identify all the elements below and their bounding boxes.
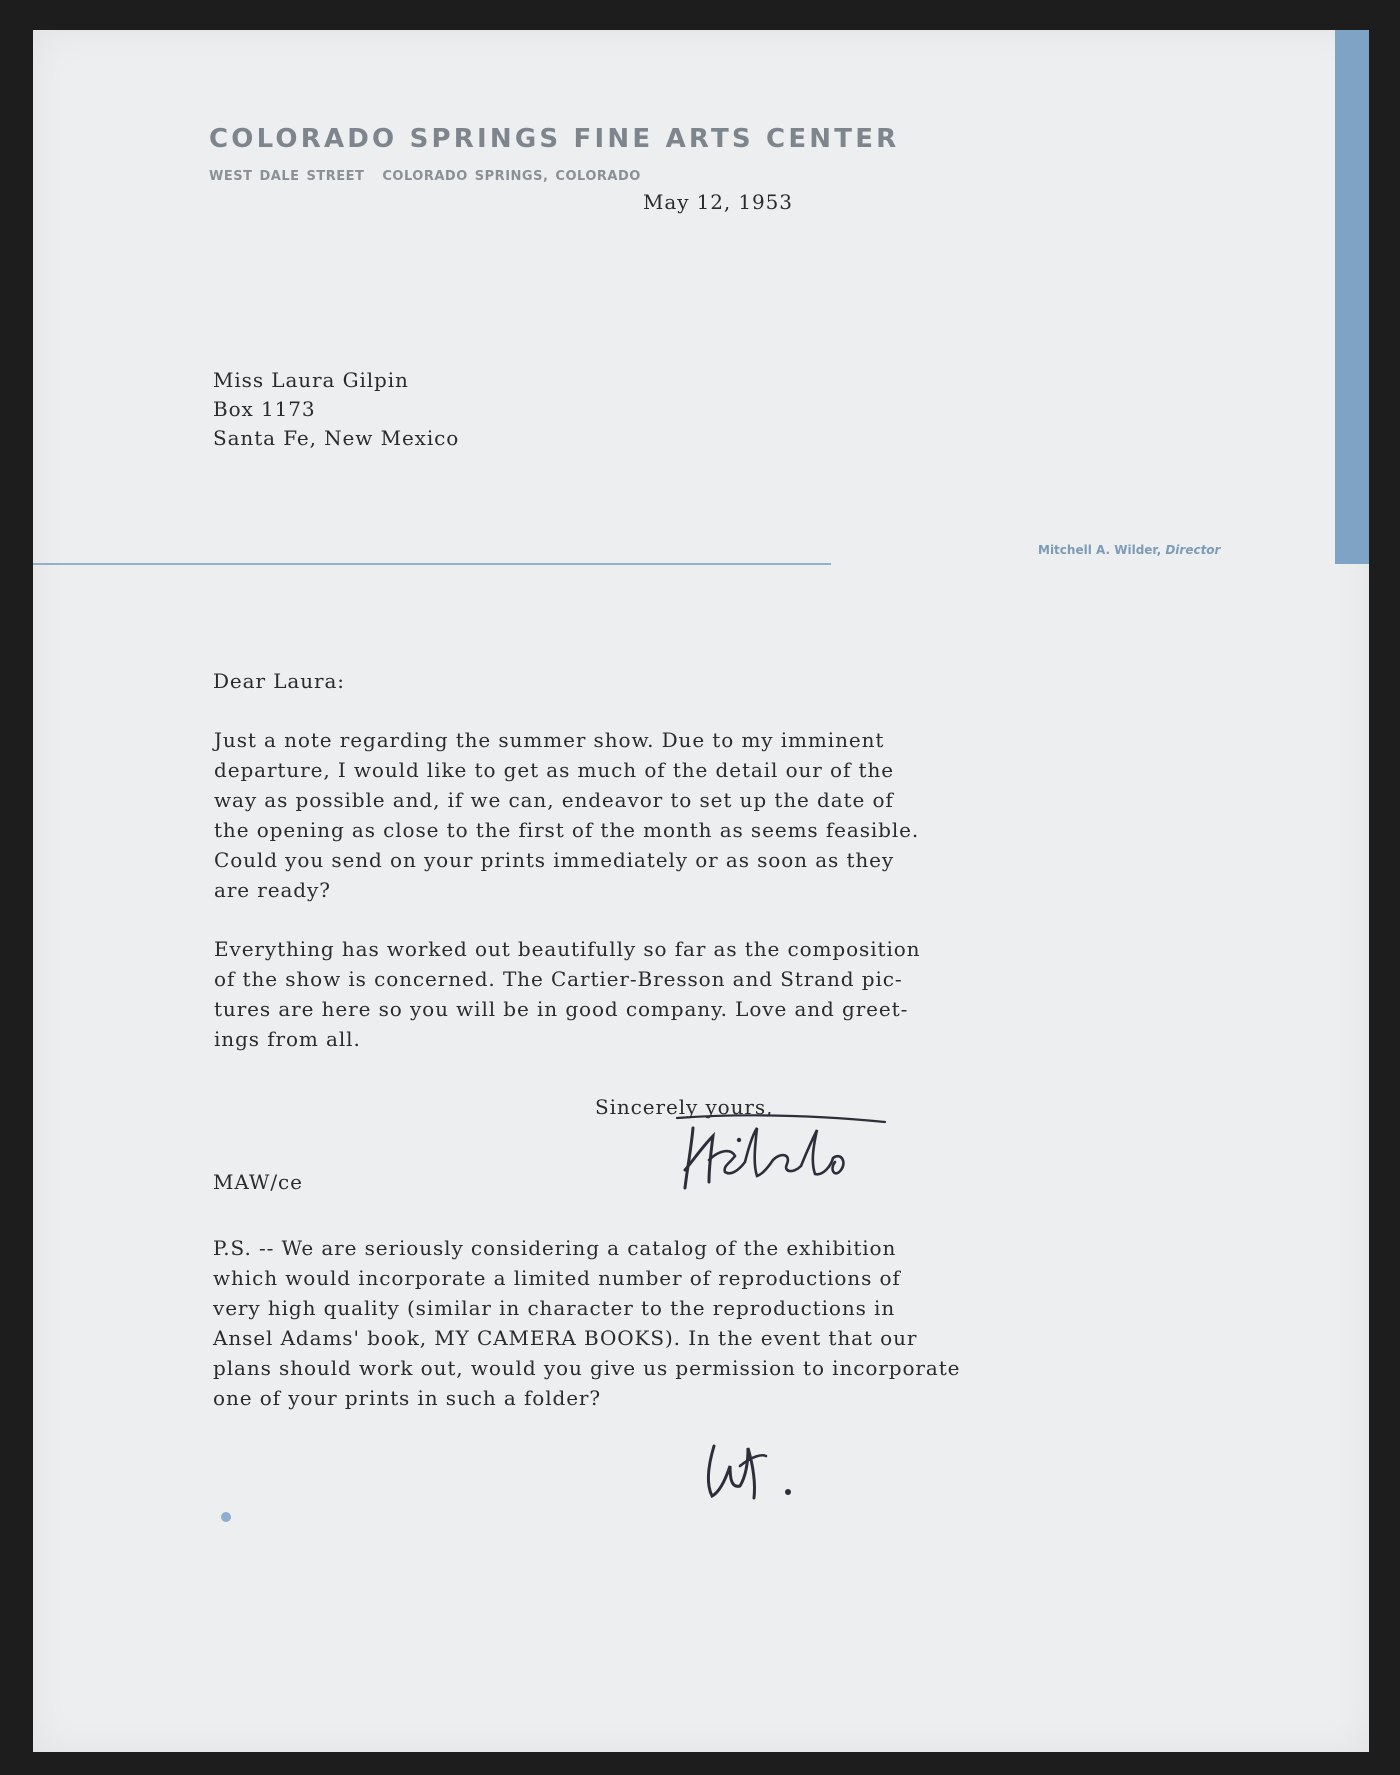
paragraph-line: Everything has worked out beautifully so far as the composition: [214, 937, 921, 961]
typist-initials: MAW/ce: [213, 1170, 303, 1194]
letterhead-organization: COLORADO SPRINGS FINE ARTS CENTER: [209, 124, 900, 154]
postscript: [213, 1233, 960, 1413]
paragraph-line: Just a note regarding the summer show. Due to my imminent: [214, 728, 885, 752]
postscript-line: one of your prints in such a folder?: [213, 1386, 602, 1410]
handwritten-signature: [673, 1100, 893, 1200]
paragraph-line: departure, I would like to get as much of the detail our of the: [214, 758, 894, 782]
body-paragraph-2: [214, 934, 920, 1054]
postscript-line: Ansel Adams' book, MY CAMERA BOOKS). In the event that our: [213, 1326, 918, 1350]
paragraph-line: ings from all.: [214, 1027, 361, 1051]
recipient-address: [213, 366, 459, 453]
postscript-line: P.S. -- We are seriously considering a catalog of the exhibition: [213, 1236, 897, 1260]
paragraph-line: the opening as close to the first of the month as seems feasible.: [214, 818, 920, 842]
paragraph-line: Could you send on your prints immediately or as soon as they: [214, 848, 895, 872]
closing: Sincerely yours,: [595, 1095, 774, 1119]
salutation: Dear Laura:: [213, 669, 345, 693]
paragraph-line: are ready?: [214, 878, 331, 902]
postscript-line: plans should work out, would you give us permission to incorporate: [213, 1356, 961, 1380]
postscript-initial-signature: [700, 1426, 820, 1506]
letterhead-rule: [33, 563, 831, 565]
punch-mark-dot: [221, 1512, 231, 1522]
letterhead-address: [209, 169, 641, 184]
body-paragraph-1: [214, 725, 919, 905]
director-name: Mitchell A. Wilder,: [1038, 543, 1162, 557]
letterhead-accent-bar: [1335, 30, 1369, 564]
paragraph-line: tures are here so you will be in good company. Love and greet-: [214, 997, 909, 1021]
letterhead-city: COLORADO SPRINGS, COLORADO: [382, 169, 641, 184]
letter-date: May 12, 1953: [643, 190, 793, 214]
letterhead-street: WEST DALE STREET: [209, 169, 365, 184]
paragraph-line: of the show is concerned. The Cartier-Bresson and Strand pic-: [214, 967, 903, 991]
recipient-line: Box 1173: [213, 397, 316, 421]
postscript-line: very high quality (similar in character to the reproductions in: [213, 1296, 896, 1320]
paragraph-line: way as possible and, if we can, endeavor to set up the date of: [214, 788, 894, 812]
recipient-line: Santa Fe, New Mexico: [213, 426, 460, 450]
recipient-line: Miss Laura Gilpin: [213, 368, 409, 392]
letterhead-director: [1038, 543, 1220, 557]
director-title: Director: [1165, 543, 1221, 557]
letter-sheet: [33, 30, 1369, 1752]
postscript-line: which would incorporate a limited number of reproductions of: [213, 1266, 901, 1290]
